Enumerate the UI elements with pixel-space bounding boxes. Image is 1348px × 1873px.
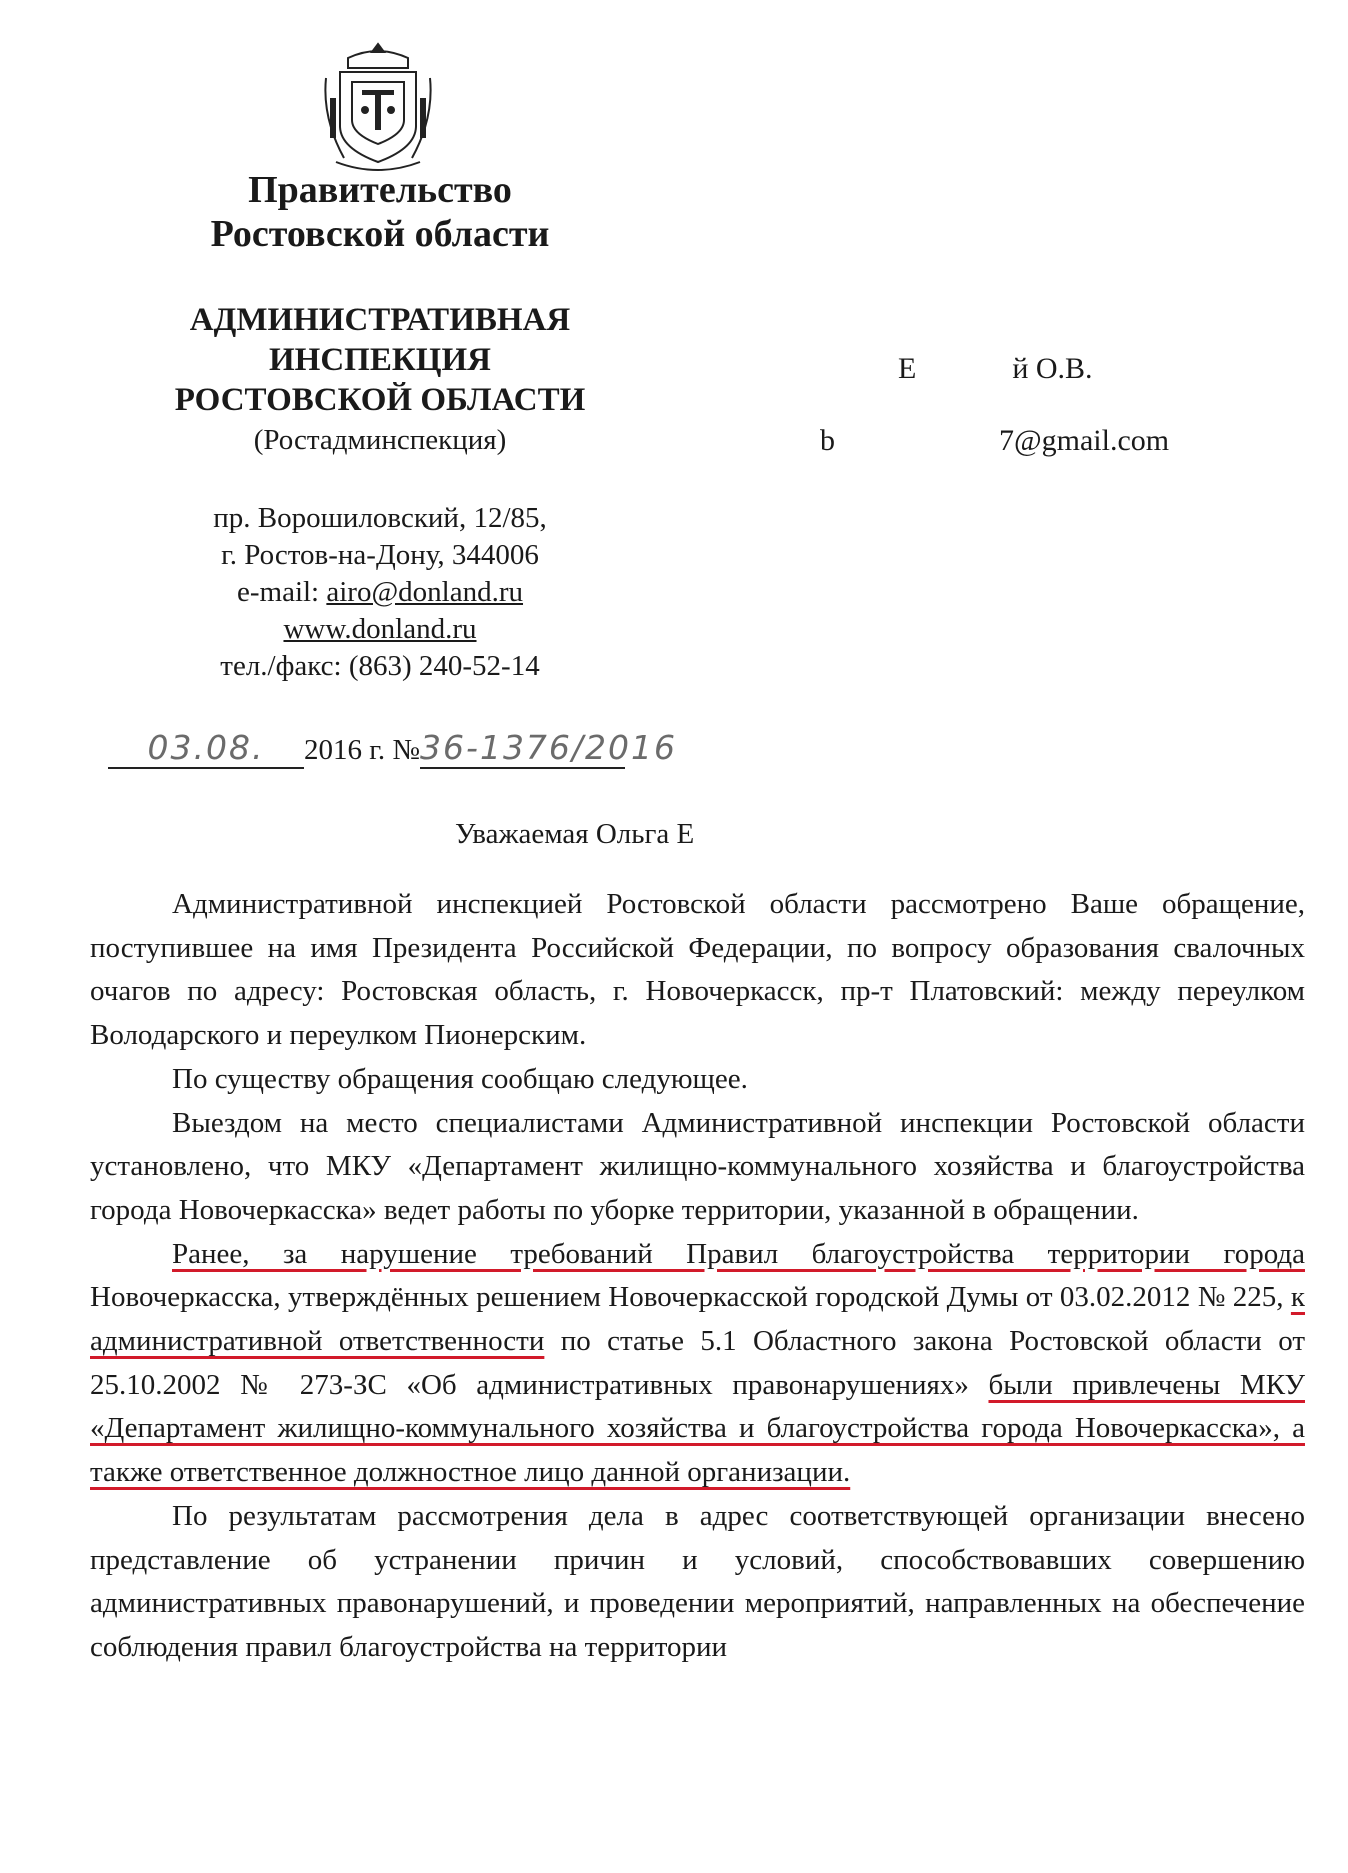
- highlighted-text: были привлечены МКУ «Департамент жилищно-коммунального хозяйства и благоустройства города Новочеркасска», а также ответственное должностное лицо данной организации.: [90, 1368, 1305, 1489]
- recipient-name: [898, 352, 1093, 386]
- sender-address: [160, 500, 600, 685]
- government-title: [150, 168, 610, 256]
- inspection-line-3: РОСТОВСКОЙ ОБЛАСТИ: [174, 382, 586, 418]
- inspection-short-name: (Ростадминспекция): [253, 424, 507, 456]
- recipient-email: [820, 424, 1169, 458]
- recipient-name-end: й О.В.: [1012, 352, 1093, 385]
- recipient-email-start: b: [820, 424, 835, 457]
- handwritten-number: 36-1376/2016: [420, 728, 678, 767]
- government-line-1: Правительство: [248, 169, 512, 211]
- letter-body: [90, 883, 1305, 1670]
- year-number-label: 2016 г. №: [304, 734, 421, 766]
- inspection-title: [130, 300, 630, 420]
- address-city: г. Ростов-на-Дону, 344006: [221, 539, 539, 571]
- paragraph-4-text: по статье 5.1 Областного закона Ростовской области от 25.10.2002 № 273-ЗС «Об административных правонарушениях»: [90, 1325, 1305, 1401]
- recipient-email-end: 7@gmail.com: [999, 424, 1170, 457]
- paragraph-2: По существу обращения сообщаю следующее.: [172, 1062, 748, 1095]
- paragraph-1: Административной инспекцией Ростовской области рассмотрено Ваше обращение, поступившее на имя Президента Российской Федерации, по вопросу образования свалочных очагов по адресу: Ростовская область, г. Новочеркасск, пр-т Платовский: между переулком Володарского и переулком Пионерским.: [90, 888, 1305, 1052]
- highlighted-text: Ранее, за нарушение требований Правил благоустройства территории города: [172, 1237, 1305, 1270]
- paragraph-4: [90, 1233, 1305, 1495]
- inspection-line-1: АДМИНИСТРАТИВНАЯ: [189, 302, 571, 338]
- government-line-2: Ростовской области: [210, 213, 550, 255]
- number-field: [420, 728, 678, 769]
- handwritten-date: 03.08.: [147, 728, 265, 767]
- inspection-line-2: ИНСПЕКЦИЯ: [269, 342, 491, 378]
- email-link[interactable]: airo@donland.ru: [326, 576, 524, 608]
- date-field: [108, 728, 304, 769]
- coat-of-arms-emblem: [318, 38, 438, 178]
- paragraph-3: Выездом на место специалистами Административной инспекции Ростовской области установлено, что МКУ «Департамент жилищно-коммунального хозяйства и благоустройства города Новочеркасска» ведет работы по уборке территории, указанной в обращении.: [90, 1106, 1305, 1226]
- phone-fax: тел./факс: (863) 240-52-14: [220, 650, 540, 682]
- salutation: Уважаемая Ольга Е: [455, 818, 695, 850]
- email-line: [160, 574, 600, 611]
- paragraph-4-text: Новочеркасска, утверждённых решением Новочеркасской городской Думы от 03.02.2012 № 225,: [90, 1281, 1291, 1314]
- document-date-number: [108, 728, 678, 769]
- address-street: пр. Ворошиловский, 12/85,: [213, 502, 547, 534]
- highlighted-text: к административной ответственности: [90, 1281, 1305, 1358]
- email-prefix: e-mail:: [236, 576, 327, 608]
- website-link[interactable]: www.donland.ru: [283, 613, 477, 645]
- recipient-name-start: Е: [898, 352, 917, 385]
- paragraph-5: По результатам рассмотрения дела в адрес соответствующей организации внесено представление об устранении причин и условий, способствовавших совершению административных правонарушений, и проведении мероприятий, направленных на обеспечение соблюдения правил благоустройства на территории: [90, 1499, 1305, 1663]
